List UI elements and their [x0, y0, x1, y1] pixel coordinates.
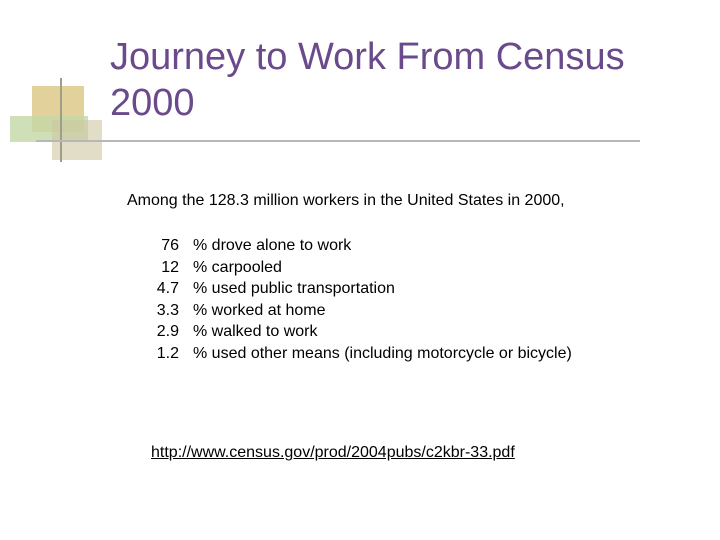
- stat-description: % drove alone to work: [193, 237, 352, 254]
- stat-row: [132, 278, 572, 300]
- stat-value: 76: [161, 237, 179, 254]
- stat-row: [132, 321, 572, 343]
- intro-text: Among the 128.3 million workers in the United States in 2000,: [127, 192, 565, 209]
- stat-row: [132, 343, 572, 365]
- stat-value: 12: [161, 258, 179, 276]
- stat-value: 4.7: [156, 280, 179, 297]
- commute-stats-table: [132, 235, 572, 364]
- stat-value: 2.9: [156, 323, 179, 340]
- stat-description: % used other means (including motorcycle or bicycle): [193, 344, 572, 362]
- stat-value: 3.3: [156, 301, 179, 319]
- stat-description: % worked at home: [193, 301, 326, 319]
- stat-description: % carpooled: [193, 258, 282, 276]
- stat-row: [132, 300, 572, 322]
- stat-row: [132, 257, 572, 279]
- stat-description: % used public transportation: [193, 280, 395, 297]
- census-source-link[interactable]: http://www.census.gov/prod/2004pubs/c2kbr-33.pdf: [151, 444, 515, 461]
- stat-row: [132, 235, 572, 257]
- stat-value: 1.2: [156, 344, 179, 362]
- title-divider-line: [36, 140, 640, 142]
- decorative-vertical-line: [60, 78, 62, 162]
- stat-description: % walked to work: [193, 323, 318, 340]
- slide-title: Journey to Work From Census 2000: [110, 36, 625, 124]
